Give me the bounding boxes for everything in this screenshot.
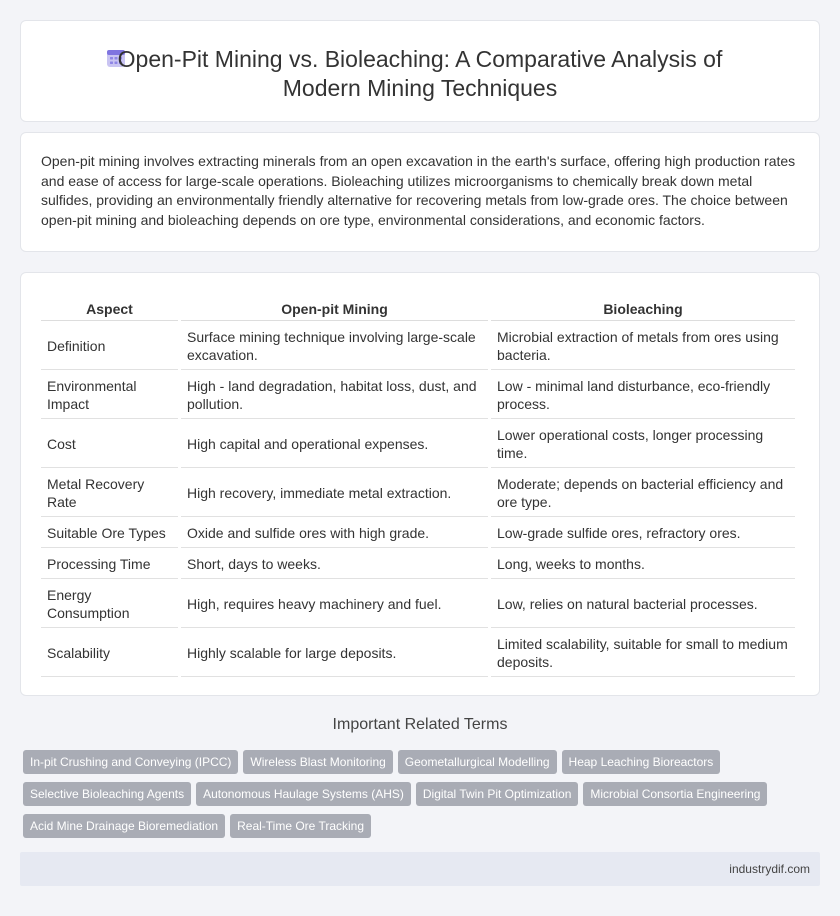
header-open-pit: Open-pit Mining <box>181 295 488 321</box>
table-row <box>41 469 795 517</box>
open-pit-cell: High recovery, immediate metal extraction. <box>181 469 488 517</box>
aspect-cell: Energy Consumption <box>41 580 178 628</box>
bioleaching-cell: Lower operational costs, longer processing time. <box>491 420 795 468</box>
table-row <box>41 580 795 628</box>
footer <box>20 852 820 886</box>
related-term-tag[interactable]: Acid Mine Drainage Bioremediation <box>23 814 225 838</box>
table-header-row <box>41 295 795 321</box>
footer-site-link[interactable]: industrydif.com <box>729 862 810 876</box>
bioleaching-cell: Low-grade sulfide ores, refractory ores. <box>491 518 795 548</box>
intro-card <box>20 132 820 252</box>
page-title <box>21 45 819 103</box>
related-terms-list <box>23 750 803 846</box>
title-card <box>20 20 820 122</box>
open-pit-cell: Highly scalable for large deposits. <box>181 629 488 677</box>
related-terms-heading: Important Related Terms <box>332 716 508 733</box>
bioleaching-cell: Microbial extraction of metals from ores using bacteria. <box>491 322 795 370</box>
open-pit-cell: Surface mining technique involving large-scale excavation. <box>181 322 488 370</box>
related-term-tag[interactable]: Autonomous Haulage Systems (AHS) <box>196 782 411 806</box>
header-bioleaching: Bioleaching <box>491 295 795 321</box>
aspect-cell: Scalability <box>41 629 178 677</box>
aspect-cell: Processing Time <box>41 549 178 579</box>
table-row <box>41 629 795 677</box>
bioleaching-cell: Long, weeks to months. <box>491 549 795 579</box>
aspect-cell: Suitable Ore Types <box>41 518 178 548</box>
comparison-table-card <box>20 272 820 696</box>
related-term-tag[interactable]: In-pit Crushing and Conveying (IPCC) <box>23 750 238 774</box>
bioleaching-cell: Low - minimal land disturbance, eco-friendly process. <box>491 371 795 419</box>
intro-paragraph: Open-pit mining involves extracting minerals from an open excavation in the earth's surface, offering high production rates and ease of access for large-scale operations. Bioleaching utilizes microorganisms to chemically break down metal sulfides, providing an environmentally friendly alternative for recovering metals from low-grade ores. The choice between open-pit mining and bioleaching depends on ore type, environmental considerations, and economic factors. <box>41 153 796 228</box>
open-pit-cell: Oxide and sulfide ores with high grade. <box>181 518 488 548</box>
related-term-tag[interactable]: Geometallurgical Modelling <box>398 750 557 774</box>
open-pit-cell: High, requires heavy machinery and fuel. <box>181 580 488 628</box>
header-aspect: Aspect <box>41 295 178 321</box>
related-term-tag[interactable]: Digital Twin Pit Optimization <box>416 782 579 806</box>
bioleaching-cell: Moderate; depends on bacterial efficiency and ore type. <box>491 469 795 517</box>
table-row <box>41 518 795 548</box>
title-line-2: Modern Mining Techniques <box>282 75 558 101</box>
table-row <box>41 371 795 419</box>
related-term-tag[interactable]: Microbial Consortia Engineering <box>583 782 767 806</box>
table-row <box>41 322 795 370</box>
aspect-cell: Metal Recovery Rate <box>41 469 178 517</box>
open-pit-cell: Short, days to weeks. <box>181 549 488 579</box>
table-row <box>41 420 795 468</box>
open-pit-cell: High - land degradation, habitat loss, dust, and pollution. <box>181 371 488 419</box>
title-line-1: Open-Pit Mining vs. Bioleaching: A Comparative Analysis of <box>117 46 723 72</box>
related-term-tag[interactable]: Selective Bioleaching Agents <box>23 782 191 806</box>
aspect-cell: Environmental Impact <box>41 371 178 419</box>
open-pit-cell: High capital and operational expenses. <box>181 420 488 468</box>
aspect-cell: Definition <box>41 322 178 370</box>
table-row <box>41 549 795 579</box>
related-term-tag[interactable]: Wireless Blast Monitoring <box>243 750 392 774</box>
bioleaching-cell: Low, relies on natural bacterial processes. <box>491 580 795 628</box>
related-term-tag[interactable]: Real-Time Ore Tracking <box>230 814 371 838</box>
bioleaching-cell: Limited scalability, suitable for small to medium deposits. <box>491 629 795 677</box>
comparison-table <box>38 294 798 678</box>
aspect-cell: Cost <box>41 420 178 468</box>
related-term-tag[interactable]: Heap Leaching Bioreactors <box>562 750 721 774</box>
